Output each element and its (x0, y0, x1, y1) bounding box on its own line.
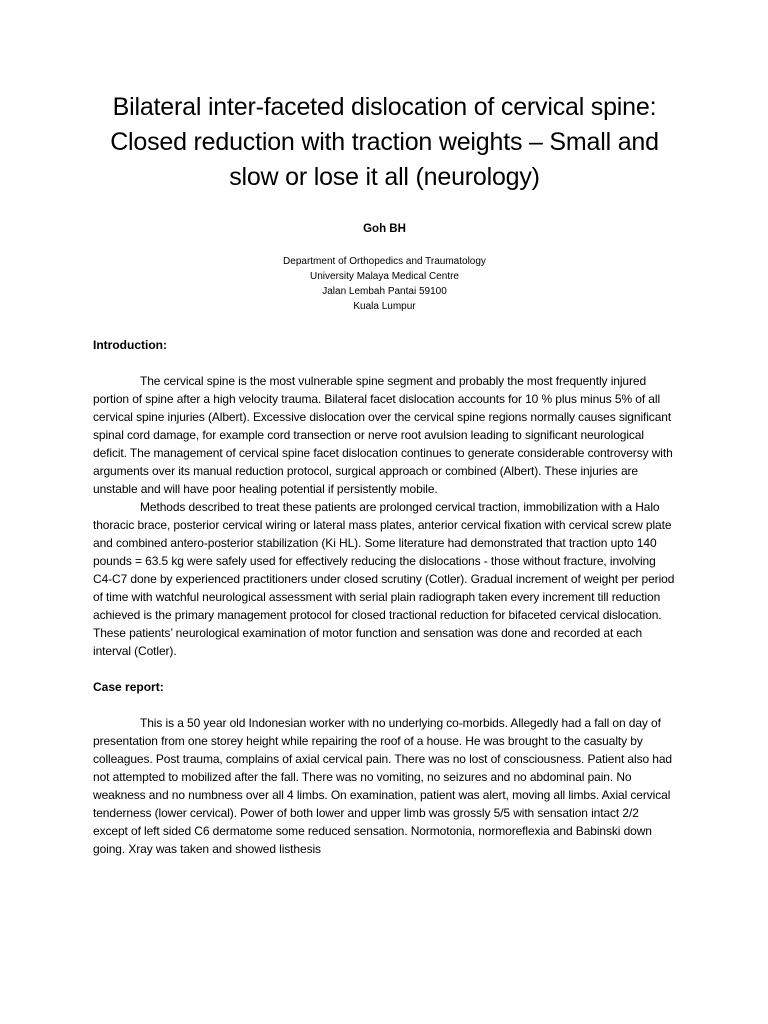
case-report-body (93, 714, 676, 858)
introduction-heading: Introduction: (93, 338, 167, 352)
case-report-paragraph-1: This is a 50 year old Indonesian worker with no underlying co-morbids. Allegedly had a fall on day of presentation from one storey height while repairing the roof of a house. He was brought to the casualty by colleagues. Post trauma, complains of axial cervical pain. There was no lost of consciousness. Patient also had not attempted to mobilized after the fall. There was no vomiting, no seizures and no abdominal pain. No weakness and no numbness over all 4 limbs. On examination, patient was alert, moving all limbs. Axial cervical tenderness (lower cervical). Power of both lower and upper limb was grossly 5/5 with sensation intact 2/2 except of left sided C6 dermatome some reduced sensation. Normotonia, normoreflexia and Babinski down going. Xray was taken and showed listhesis (93, 716, 672, 856)
affiliation-line-institution: University Malaya Medical Centre (310, 271, 459, 282)
introduction-paragraph-1: The cervical spine is the most vulnerable spine segment and probably the most frequently injured portion of spine after a high velocity trauma. Bilateral facet dislocation accounts for 10 % plus minus 5% of all cervical spine injuries (Albert). Excessive dislocation over the cervical spine regions normally causes significant spinal cord damage, for example cord transection or nerve root avulsion leading to significant neurological deficit. The management of cervical spine facet dislocation continues to generate considerable controversy with arguments over its manual reduction protocol, surgical approach or combined (Albert). These injuries are unstable and will have poor healing potential if persistently mobile. (93, 374, 673, 496)
affiliation-line-department: Department of Orthopedics and Traumatology (283, 256, 486, 267)
case-report-heading: Case report: (93, 680, 164, 694)
author-name: Goh BH (363, 223, 406, 235)
introduction-body (93, 372, 676, 660)
affiliation-line-street: Jalan Lembah Pantai 59100 (322, 286, 447, 297)
introduction-paragraph-2: Methods described to treat these patients are prolonged cervical traction, immobilization with a Halo thoracic brace, posterior cervical wiring or lateral mass plates, anterior cervical fixation with cervical screw plate and combined antero-posterior stabilization (Ki HL). Some literature had demonstrated that traction upto 140 pounds = 63.5 kg were safely used for effectively reducing the dislocations - those without fracture, involving C4-C7 done by experienced practitioners under closed scrutiny (Cotler). Gradual increment of weight per period of time with watchful neurological assessment with serial plain radiograph taken every increment till reduction achieved is the primary management protocol for closed tractional reduction for bifaceted cervical dislocation. These patients’ neurological examination of motor function and sensation was done and recorded at each interval (Cotler). (93, 500, 675, 658)
affiliation-line-city: Kuala Lumpur (353, 301, 416, 312)
author-affiliation (93, 254, 676, 314)
paper-title: Bilateral inter-faceted dislocation of cervical spine: Closed reduction with traction weights – Small and slow or lose it all (neurology) (110, 93, 659, 191)
